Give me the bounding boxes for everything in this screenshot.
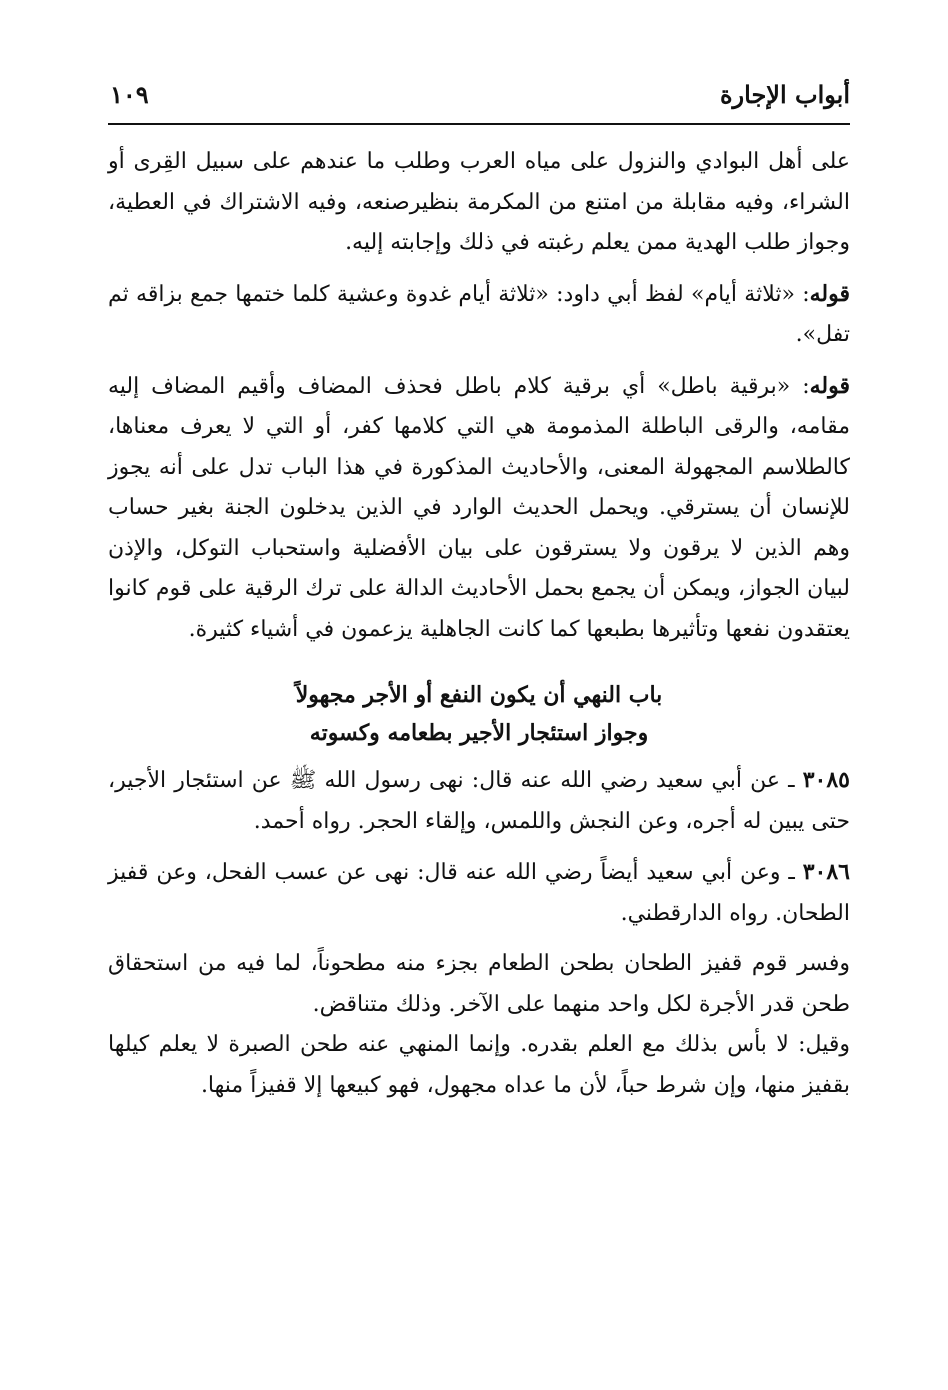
commentary-paragraph-2: وقيل: لا بأس بذلك مع العلم بقدره. وإنما المنهي عنه طحن الصبرة لا يعلم كيلها بقفيز منها، وإن شرط حباً، لأن ما عداه مجهول، فهو كبيعها إلا قفيزاً منها. — [108, 1032, 850, 1098]
commentary-paragraph-1: وفسر قوم قفيز الطحان بطحن الطعام بجزء منه مطحوناً، لما فيه من استحقاق طحن قدر الأجرة لكل واحد منهما على الآخر. وذلك متناقض. — [108, 951, 850, 1017]
running-title: أبواب الإجارة — [719, 80, 850, 109]
paragraph-continuation: على أهل البوادي والنزول على مياه العرب وطلب ما عندهم على سبيل القِرى أو الشراء، وفيه مقابلة من امتنع من المكرمة بنظيرصنعه، وفيه الاشتراك في العطية، وجواز طلب الهدية ممن يعلم رغبته في ذلك وإجابته إليه. — [108, 149, 850, 255]
hadith-3085 — [108, 760, 850, 842]
section-heading — [108, 676, 850, 752]
paragraph-commentary-ruqya — [108, 366, 850, 651]
hadith-text: ـ وعن أبي سعيد أيضاً رضي الله عنه قال: نهى عن عسب الفحل، وعن قفيز الطحان. رواه الدارقطني. — [108, 860, 850, 926]
document-page — [108, 70, 850, 1098]
page-number: ١٠٩ — [110, 80, 149, 109]
header-rule — [108, 123, 850, 125]
paragraph-text: : «برقية باطل» أي برقية كلام باطل فحذف المضاف وأقيم المضاف إليه مقامه، والرقى الباطلة المذمومة هي التي كلامها كفر، أو التي لا يعرف معناها، كالطلاسم المجهولة المعنى، والأحاديث المذكورة في هذا الباب تدل على أنه يجوز للإنسان أن يسترقي. ويحمل الحديث الوارد في الذين يدخلون الجنة بغير حساب وهم الذين لا يرقون ولا يسترقون على بيان الأفضلية واستحباب التوكل، والإذن لبيان الجواز، ويمكن أن يجمع بحمل الأحاديث الدالة على ترك الرقية على قوم كانوا يعتقدون نفعها وتأثيرها بطبعها كما كانت الجاهلية يزعمون في أشياء كثيرة. — [108, 373, 850, 642]
paragraph-text: : «ثلاثة أيام» لفظ أبي داود: «ثلاثة أيام غدوة وعشية كلما ختمها جمع بزاقه ثم تفل». — [108, 281, 850, 347]
section-heading-line-1: باب النهي أن يكون النفع أو الأجر مجهولاً — [295, 682, 663, 708]
hadith-number: ٣٠٨٥ — [802, 767, 850, 793]
section-heading-line-2: وجواز استئجار الأجير بطعامه وكسوته — [309, 720, 649, 746]
term-qawluhu: قوله — [809, 372, 850, 399]
paragraph-commentary-three-days — [108, 274, 850, 356]
hadith-number: ٣٠٨٦ — [802, 859, 850, 885]
term-qawluhu: قوله — [809, 280, 850, 307]
hadith-3086 — [108, 852, 850, 934]
page-header — [108, 70, 850, 116]
hadith-text: ـ عن أبي سعيد رضي الله عنه قال: نهى رسول الله ﷺ عن استئجار الأجير، حتى يبين له أجره، وعن النجش واللمس، وإلقاء الحجر. رواه أحمد. — [108, 768, 850, 834]
page-body — [108, 142, 850, 1106]
